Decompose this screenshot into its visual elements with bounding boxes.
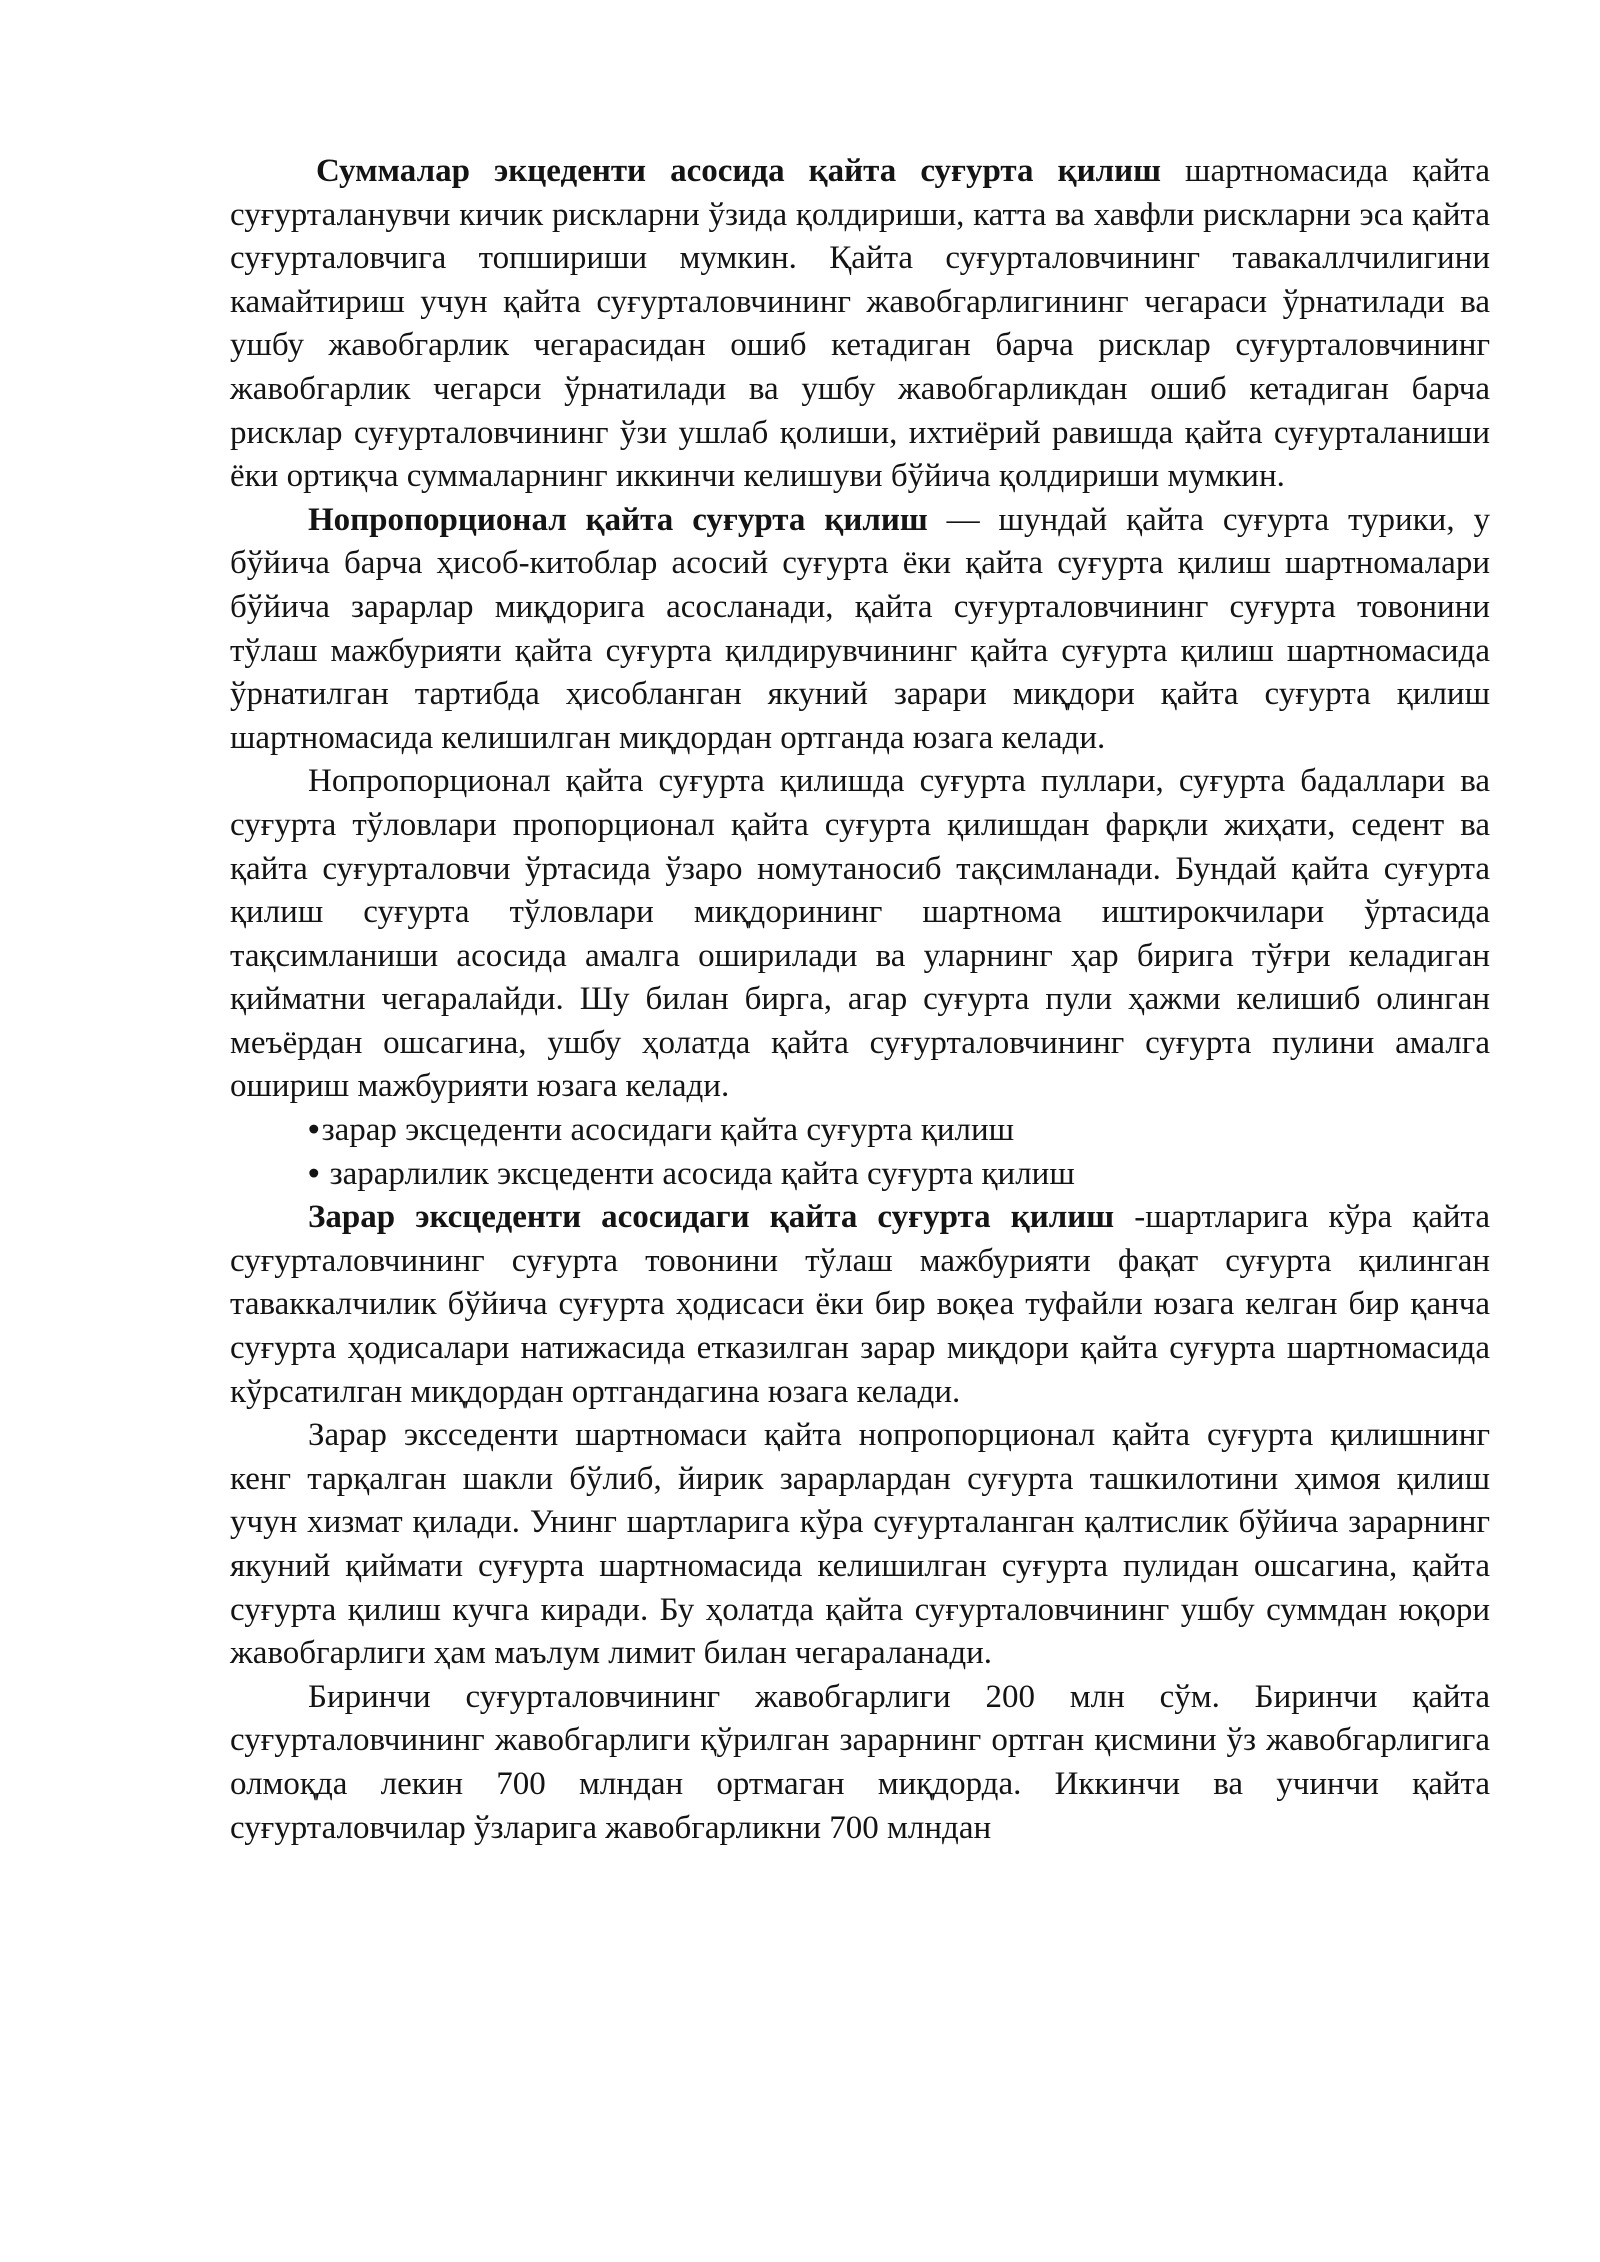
paragraph-loss-excess-contract — [230, 1414, 1490, 1676]
paragraph-body: -шартларига кўра қайта суғурталовчининг суғурта товонини тўлаш мажбурияти фақат суғурта қилинган таваккалчилик бўйича суғурта ҳодисаси ёки бир воқеа туфайли юзага келган бир қанча суғурта ҳодисалари натижасида етказилган зарар миқдори қайта суғурта шартномасида кўрсатилган миқдордан ортгандагина юзага келади. — [230, 1199, 1490, 1410]
bullet-dot-icon: • — [308, 1112, 320, 1149]
paragraph-lead-term: Суммалар экцеденти асосида қайта суғурта қилиш — [316, 153, 1161, 189]
list-item-text: зарар эксцеденти асосидаги қайта суғурта қилиш — [321, 1112, 1015, 1149]
paragraph-lead-term: Нопропорционал қайта суғурта қилиш — [308, 501, 928, 538]
bullet-list — [230, 1109, 1490, 1196]
document-page — [230, 150, 1490, 1850]
paragraph-body: Зарар эксседенти шартномаси қайта нопропорционал қайта суғурта қилишнинг кенг тарқалган шакли бўлиб, йирик зарарлардан суғурта ташкилотини ҳимоя қилиш учун хизмат қилади. Унинг шартларига кўра суғурталанган қалтислик бўйича зарарнинг якуний қиймати суғурта шартномасида келишилган суғурта пулидан ошсагина, қайта суғурта қилиш кучга киради. Бу ҳолатда қайта суғурталовчининг ушбу суммдан юқори жавобгарлиги ҳам маълум лимит билан чегараланади. — [230, 1417, 1490, 1672]
paragraph-liability-example — [230, 1676, 1490, 1850]
paragraph-lead-term: Зарар эксцеденти асосидаги қайта суғурта қилиш — [308, 1199, 1115, 1236]
list-item — [230, 1153, 1490, 1197]
paragraph-nonproportional-distribution — [230, 760, 1490, 1109]
list-item-text: зарарлилик эксцеденти асосида қайта суғурта қилиш — [329, 1155, 1075, 1192]
bullet-dot-icon: • — [308, 1155, 320, 1192]
list-item — [230, 1109, 1490, 1153]
paragraph-sum-excess — [230, 150, 1490, 499]
paragraph-body: — шундай қайта суғурта турики, у бўйича барча ҳисоб-китоблар асосий суғурта ёки қайта суғурта қилиш шартномалари бўйича зарарлар миқдорига асосланади, қайта суғурталовчининг суғурта товонини тўлаш мажбурияти қайта суғурта қилдирувчининг қайта суғурта қилиш шартномасида ўрнатилган тартибда ҳисобланган якуний зарари миқдори қайта суғурта қилиш шартномасида келишилган миқдордан ортганда юзага келади. — [230, 501, 1490, 756]
paragraph-loss-excess — [230, 1196, 1490, 1414]
paragraph-body: шартномасида қайта суғурталанувчи кичик рискларни ўзида қолдириши, катта ва хавфли рискларни эса қайта суғурталовчига топшириши мумкин. Қайта суғурталовчининг тавакаллчилигини камайтириш учун қайта суғурталовчининг жавобгарлигининг чегараси ўрнатилади ва ушбу жавобгарлик чегарасидан ошиб кетадиган барча рисклар суғурталовчининг жавобгарлик чегарси ўрнатилади ва ушбу жавобгарликдан ошиб кетадиган барча рисклар суғурталовчининг ўзи ушлаб қолиши, ихтиёрий равишда қайта суғурталаниши ёки ортиқча суммаларнинг иккинчи келишуви бўйича қолдириши мумкин. — [230, 153, 1491, 495]
paragraph-body: Биринчи суғурталовчининг жавобгарлиги 200 млн сўм. Биринчи қайта суғурталовчининг жавобгарлиги қўрилган зарарнинг ортган қисмини ўз жавобгарлигига олмоқда лекин 700 млндан ортмаган миқдорда. Иккинчи ва учинчи қайта суғурталовчилар ўзларига жавобгарликни 700 млндан — [230, 1678, 1490, 1846]
paragraph-nonproportional — [230, 499, 1490, 761]
paragraph-body: Нопропорционал қайта суғурта қилишда суғурта пуллари, суғурта бадаллари ва суғурта тўловлари пропорционал қайта суғурта қилишдан фарқли жиҳати, седент ва қайта суғурталовчи ўртасида ўзаро номутаносиб тақсимланади. Бундай қайта суғурта қилиш суғурта тўловлари миқдорининг шартнома иштирокчилари ўртасида тақсимланиши асосида амалга оширилади ва уларнинг ҳар бирига тўғри келадиган қийматни чегаралайди. Шу билан бирга, агар суғурта пули ҳажми келишиб олинган меъёрдан ошсагина, ушбу ҳолатда қайта суғурталовчининг суғурта пулини амалга ошириш мажбурияти юзага келади. — [230, 763, 1490, 1105]
